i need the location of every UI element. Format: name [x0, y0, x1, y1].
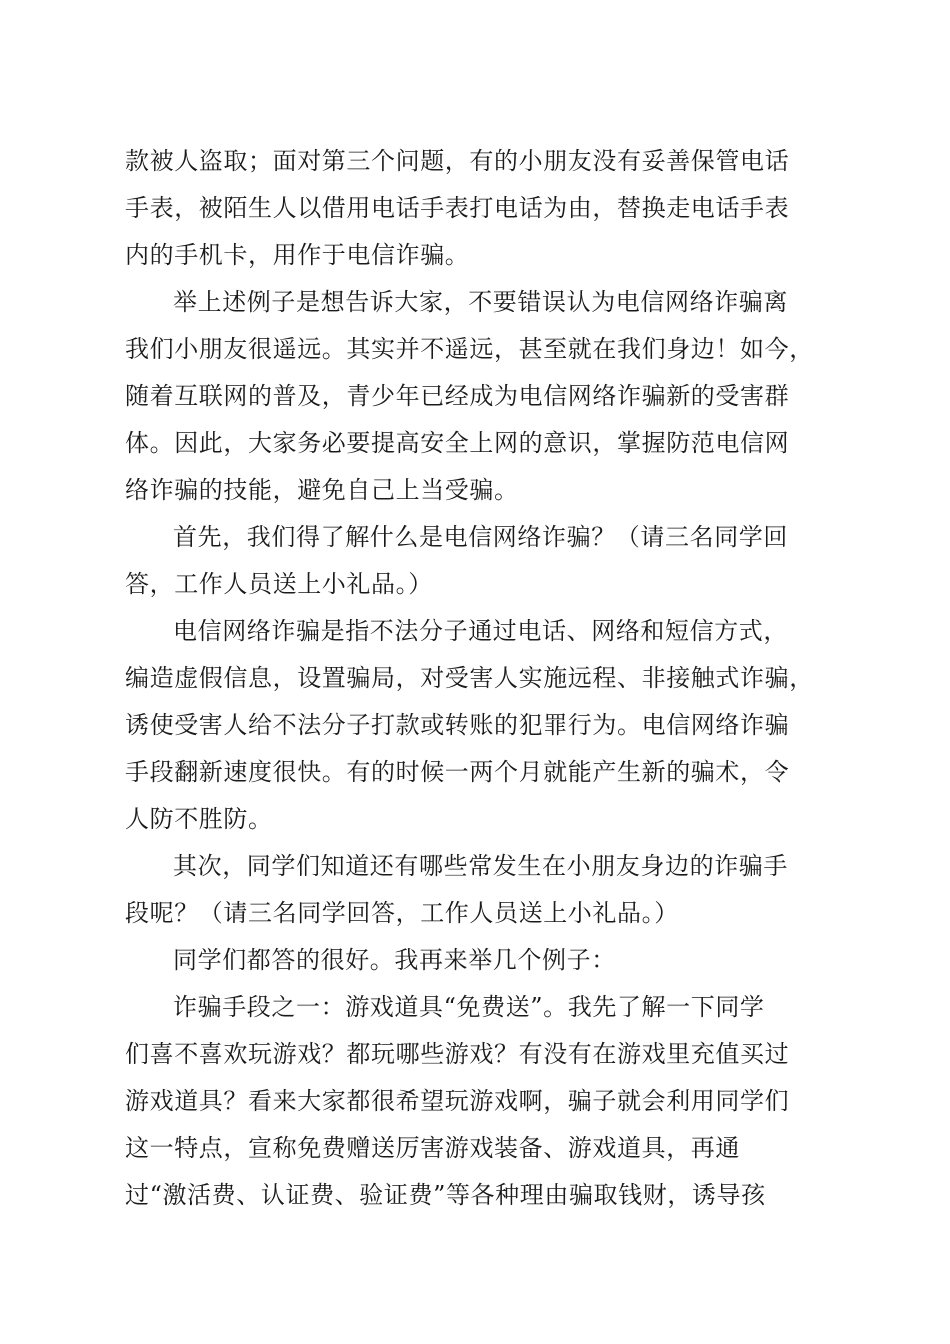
text-line: 段呢？（请三名同学回答，工作人员送上小礼品。） — [125, 899, 679, 927]
text-line: 举上述例子是想告诉大家，不要错误认为电信网络诈骗离 — [173, 288, 788, 316]
text-line: 手段翻新速度很快。有的时候一两个月就能产生新的骗术，令 — [125, 758, 790, 786]
text-line: 诈骗手段之一：游戏道具“免费送”。我先了解一下同学 — [173, 993, 765, 1021]
body-text — [125, 138, 825, 1219]
text-line: 游戏道具？看来大家都很希望玩游戏啊，骗子就会利用同学们 — [125, 1087, 790, 1115]
text-line: 首先，我们得了解什么是电信网络诈骗？（请三名同学回 — [173, 523, 788, 551]
text-line: 编造虚假信息，设置骗局，对受害人实施远程、非接触式诈骗， — [125, 664, 814, 692]
text-line: 过“激活费、认证费、验证费”等各种理由骗取钱财，诱导孩 — [125, 1181, 766, 1209]
text-line: 体。因此，大家务必要提高安全上网的意识，掌握防范电信网 — [125, 429, 790, 457]
text-line: 我们小朋友很遥远。其实并不遥远，甚至就在我们身边！如今， — [125, 335, 814, 363]
text-line: 答，工作人员送上小礼品。） — [125, 570, 433, 598]
text-line: 手表，被陌生人以借用电话手表打电话为由，替换走电话手表 — [125, 194, 790, 222]
text-line: 电信网络诈骗是指不法分子通过电话、网络和短信方式， — [173, 617, 788, 645]
text-line: 这一特点，宣称免费赠送厉害游戏装备、游戏道具，再通 — [125, 1134, 740, 1162]
text-line: 随着互联网的普及，青少年已经成为电信网络诈骗新的受害群 — [125, 382, 790, 410]
text-line: 们喜不喜欢玩游戏？都玩哪些游戏？有没有在游戏里充值买过 — [125, 1040, 790, 1068]
text-line: 内的手机卡，用作于电信诈骗。 — [125, 241, 470, 269]
text-line: 络诈骗的技能，避免自己上当受骗。 — [125, 476, 519, 504]
text-line: 款被人盗取；面对第三个问题，有的小朋友没有妥善保管电话 — [125, 147, 790, 175]
text-line: 诱使受害人给不法分子打款或转账的犯罪行为。电信网络诈骗 — [125, 711, 790, 739]
text-line: 同学们都答的很好。我再来举几个例子： — [173, 946, 616, 974]
text-line: 人防不胜防。 — [125, 805, 273, 833]
text-line: 其次，同学们知道还有哪些常发生在小朋友身边的诈骗手 — [173, 852, 788, 880]
